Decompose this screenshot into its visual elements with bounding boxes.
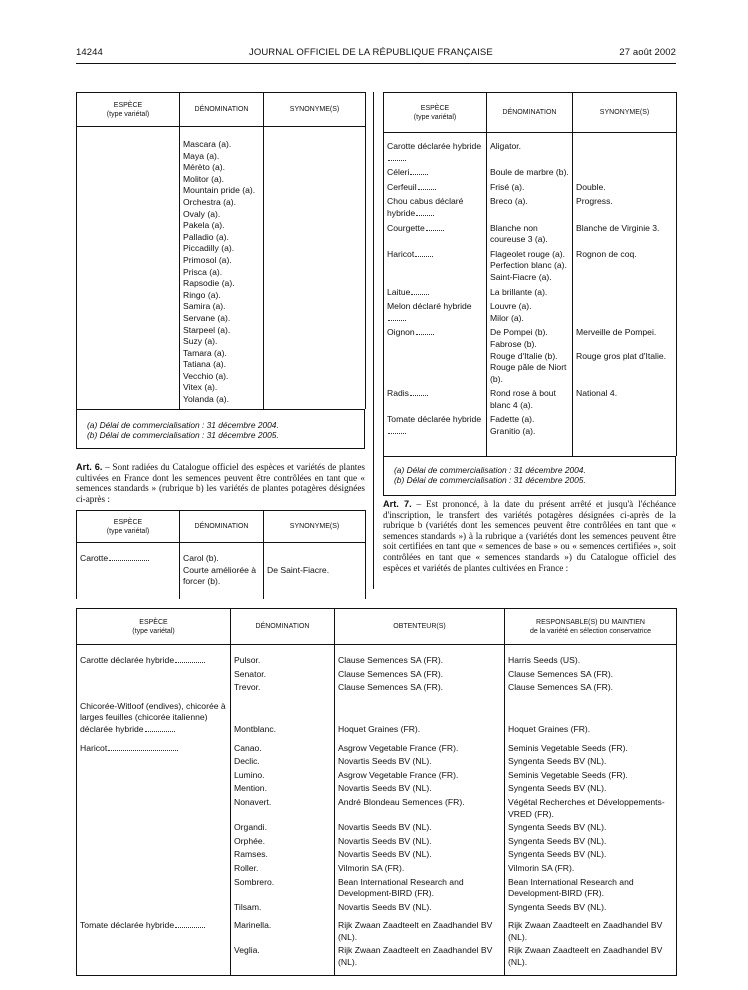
denomination-item: Boule de marbre (b). — [490, 167, 569, 178]
species-cell: Carotte déclarée hybride — [77, 645, 231, 667]
table1 — [76, 92, 366, 409]
maintainer-cell: Harris Seeds (US). — [505, 645, 677, 667]
denomination-cell: Tilsam. — [231, 900, 335, 914]
maintainer-cell: Syngenta Seeds BV (NL). — [505, 900, 677, 914]
denomination-cell: Sombrero. — [231, 875, 335, 900]
table-row — [384, 246, 677, 284]
maintainer-cell: Clause Semences SA (FR). — [505, 680, 677, 694]
species-cell — [77, 795, 231, 820]
denomination-item: Vecchio (a). — [183, 370, 229, 381]
denomination-cell: Roller. — [231, 861, 335, 875]
species-cell: Haricot — [384, 246, 487, 284]
denomination-cell — [487, 164, 573, 179]
denomination-item: Starpeel (a). — [183, 324, 231, 335]
maintainer-cell: Clause Semences SA (FR). — [505, 667, 677, 681]
species-cell — [77, 847, 231, 861]
table-row — [77, 861, 677, 875]
denomination-item: Mascara (a). — [183, 139, 232, 149]
maintainer-cell: Syngenta Seeds BV (NL). — [505, 781, 677, 795]
note-a: (a) Délai de commercialisation : 31 décembre 2004. — [394, 464, 586, 475]
species-cell — [77, 768, 231, 782]
denomination-item: Mérèto (a). — [183, 162, 226, 173]
denomination-cell — [487, 133, 573, 165]
breeder-cell: Clause Semences SA (FR). — [335, 667, 505, 681]
header-denomination: DÉNOMINATION — [231, 609, 335, 645]
denomination-cell: Veglia. — [231, 943, 335, 975]
breeder-cell: Bean International Research and Development-BIRD (FR). — [335, 875, 505, 900]
synonym-item — [576, 260, 673, 272]
table-row — [384, 284, 677, 299]
denomination-item: Servane (a). — [183, 312, 231, 323]
breeder-cell: Clause Semences SA (FR). — [335, 680, 505, 694]
denomination-item: Molitor (a). — [183, 173, 225, 184]
maintainer-cell: Syngenta Seeds BV (NL). — [505, 820, 677, 834]
table-row — [77, 900, 677, 914]
breeder-cell: Novartis Seeds BV (NL). — [335, 754, 505, 768]
maintainer-cell: Seminis Vegetable Seeds (FR). — [505, 768, 677, 782]
synonym-item: National 4. — [576, 388, 618, 399]
maintainer-cell: Syngenta Seeds BV (NL). — [505, 847, 677, 861]
synonym-cell — [573, 385, 677, 411]
table-row — [77, 781, 677, 795]
maintainer-cell: Végétal Recherches et Développements-VRED (FR). — [505, 795, 677, 820]
denomination-list — [180, 127, 264, 410]
denomination-cell: Marinella. — [231, 913, 335, 943]
synonym-cell — [573, 411, 677, 455]
table-row — [77, 943, 677, 975]
header-breeders: OBTENTEUR(S) — [335, 609, 505, 645]
species-cell — [77, 820, 231, 834]
denomination-item: Mountain pride (a). — [183, 185, 256, 196]
denomination-cell: Orphée. — [231, 834, 335, 848]
species-cell: Laitue — [384, 284, 487, 299]
table-right-varieties — [383, 92, 676, 496]
breeder-cell: Novartis Seeds BV (NL). — [335, 781, 505, 795]
synonym-item: Rouge gros plat d'Italie. — [576, 350, 667, 361]
table-row — [77, 645, 677, 667]
breeder-cell: Clause Semences SA (FR). — [335, 645, 505, 667]
denomination-item: Rond rose à bout blanc 4 (a). — [490, 388, 556, 410]
synonym-cell — [573, 324, 677, 385]
denomination-cell: Carol (b). Courte améliorée à forcer (b). — [180, 543, 264, 600]
denomination-cell: Mention. — [231, 781, 335, 795]
table-struck-varieties — [76, 510, 365, 599]
denomination-item: Rouge pâle de Niort (b). — [490, 362, 567, 384]
page-number: 14244 — [76, 47, 103, 58]
denomination-item: Palladio (a). — [183, 231, 229, 242]
denomination-item: Vitex (a). — [183, 382, 218, 393]
synonym-item — [576, 313, 673, 325]
species-cell — [77, 861, 231, 875]
table1-notes — [76, 409, 365, 449]
synonym-cell — [573, 193, 677, 219]
table-row — [77, 875, 677, 900]
denomination-item: Rouge d'Italie (b). — [490, 350, 558, 361]
denomination-cell — [487, 193, 573, 219]
species-cell — [77, 667, 231, 681]
denomination-cell: Senator. — [231, 667, 335, 681]
denomination-cell: Canao. — [231, 736, 335, 755]
maintainer-cell: Syngenta Seeds BV (NL). — [505, 834, 677, 848]
table-row — [384, 298, 677, 324]
species-cell: Carotte — [77, 543, 180, 600]
breeder-cell: Asgrow Vegetable France (FR). — [335, 768, 505, 782]
table-row — [77, 768, 677, 782]
denomination-cell — [487, 298, 573, 324]
synonym-item — [576, 426, 673, 438]
journal-title: JOURNAL OFFICIEL DE LA RÉPUBLIQUE FRANÇAISE — [249, 47, 493, 58]
synonym-item — [576, 339, 673, 351]
table-transferred-varieties — [76, 608, 676, 976]
denomination-item: Tamara (a). — [183, 347, 227, 358]
table-row — [384, 411, 677, 455]
denomination-item: Granitio (a). — [490, 426, 536, 437]
table-row — [77, 754, 677, 768]
maintainer-cell: Seminis Vegetable Seeds (FR). — [505, 736, 677, 755]
denomination-item: Fadette (a). — [490, 414, 535, 425]
synonym-item — [576, 301, 673, 313]
header-synonyms: SYNONYME(S) — [264, 93, 366, 127]
species-cell: Cerfeuil — [384, 179, 487, 194]
table-row — [384, 193, 677, 219]
species-cell: Céleri — [384, 164, 487, 179]
table-row — [384, 385, 677, 411]
synonym-cell — [573, 246, 677, 284]
denomination-item: Saint-Fiacre (a). — [490, 271, 552, 282]
synonym-item: Blanche de Virginie 3. — [576, 222, 660, 233]
synonym-cell — [573, 179, 677, 194]
synonym-item: Double. — [576, 181, 606, 192]
denomination-item: Milor (a). — [490, 312, 524, 323]
maintainer-cell: Hoquet Graines (FR). — [505, 694, 677, 736]
table-row — [77, 680, 677, 694]
denomination-cell: Ramses. — [231, 847, 335, 861]
breeder-cell: Hoquet Graines (FR). — [335, 694, 505, 736]
maintainer-cell: Rijk Zwaan Zaadteelt en Zaadhandel BV (NL). — [505, 913, 677, 943]
species-cell — [77, 754, 231, 768]
denomination-item: Aligator. — [490, 141, 522, 151]
denomination-cell: Montblanc. — [231, 694, 335, 736]
denomination-item: Ringo (a). — [183, 289, 221, 300]
synonym-cell: De Saint-Fiacre. — [264, 543, 366, 600]
denomination-item: Breco (a). — [490, 196, 528, 207]
breeder-cell: Novartis Seeds BV (NL). — [335, 900, 505, 914]
header-synonyms: SYNONYME(S) — [264, 511, 366, 543]
denomination-item: Pakela (a). — [183, 220, 225, 231]
synonym-item: Progress. — [576, 196, 613, 207]
note-b: (b) Délai de commercialisation : 31 décembre 2005. — [394, 474, 586, 485]
synonym-item: Rognon de coq. — [576, 248, 637, 259]
maintainer-cell: Syngenta Seeds BV (NL). — [505, 754, 677, 768]
denomination-item: Samira (a). — [183, 301, 226, 312]
denomination-cell: Lumino. — [231, 768, 335, 782]
denomination-item: De Pompei (b). — [490, 327, 548, 338]
species-cell — [77, 900, 231, 914]
breeder-cell: Novartis Seeds BV (NL). — [335, 834, 505, 848]
note-b: (b) Délai de commercialisation : 31 décembre 2005. — [87, 430, 279, 440]
species-cell: Tomate déclarée hybride — [77, 913, 231, 943]
article-6: Art. 6. – Sont radiées du Catalogue officiel des espèces et variétés de plantes cultivées en France dont les semences peuvent être contrôlées en tant que « semences standards » (rubrique b) les variétés de plantes potagères désignées ci-après : — [76, 462, 365, 504]
table-row — [77, 736, 677, 755]
synonym-cell — [573, 164, 677, 179]
header-denomination: DÉNOMINATION — [180, 511, 264, 543]
denomination-cell — [487, 179, 573, 194]
species-cell: Courgette — [384, 220, 487, 246]
header-denomination: DÉNOMINATION — [487, 93, 573, 133]
denomination-cell: Nonavert. — [231, 795, 335, 820]
breeder-cell: Rijk Zwaan Zaadteelt en Zaadhandel BV (NL). — [335, 913, 505, 943]
denomination-item: Perfection blanc (a). — [490, 260, 567, 271]
table-row — [384, 179, 677, 194]
synonym-cell — [573, 220, 677, 246]
species-cell — [77, 781, 231, 795]
note-a: (a) Délai de commercialisation : 31 décembre 2004. — [87, 420, 279, 430]
denomination-item: Rapsodie (a). — [183, 278, 235, 289]
article-7: Art. 7. – Est prononcé, à la date du présent arrêté et jusqu'à l'échéance d'inscription, le transfert des variétés potagères désignées ci-après de la rubrique b (variétés dont les semences peuvent être contrôlées en tant que « semences standards ») à la rubrique a (variétés dont les semences peuvent être soit certifiées en tant que « semences de base » ou « semences certifiées », soit contrôlées en tant que « semences standards ») du Catalogue officiel des espèces et variétés de plantes cultivées en France : — [383, 499, 676, 573]
synonym-item — [576, 362, 673, 374]
table3 — [76, 510, 366, 599]
table2 — [383, 92, 677, 456]
denomination-item: Suzy (a). — [183, 336, 218, 347]
species-cell — [77, 875, 231, 900]
synonym-item: Merveille de Pompei. — [576, 327, 657, 338]
synonym-item — [576, 141, 673, 153]
denomination-item: La brillante (a). — [490, 286, 548, 297]
species-cell: Haricot — [77, 736, 231, 755]
denomination-cell — [487, 385, 573, 411]
header-species: ESPÈCE (type variétal) — [77, 511, 180, 543]
maintainer-cell: Vilmorin SA (FR). — [505, 861, 677, 875]
synonym-item — [576, 167, 673, 179]
header-synonyms: SYNONYME(S) — [573, 93, 677, 133]
denomination-cell — [487, 246, 573, 284]
table-row — [77, 820, 677, 834]
maintainer-cell: Rijk Zwaan Zaadteelt en Zaadhandel BV (NL). — [505, 943, 677, 975]
species-cell — [77, 834, 231, 848]
table-row — [77, 913, 677, 943]
synonym-item — [576, 414, 673, 426]
header-species: ESPÈCE (type variétal) — [77, 609, 231, 645]
species-cell: Chou cabus déclaré hybride — [384, 193, 487, 219]
breeder-cell: André Blondeau Semences (FR). — [335, 795, 505, 820]
denomination-cell — [487, 220, 573, 246]
denomination-cell — [487, 324, 573, 385]
table-row — [77, 667, 677, 681]
column-separator — [373, 92, 374, 589]
denomination-item: Prisca (a). — [183, 266, 223, 277]
table-row — [77, 834, 677, 848]
denomination-item: Tatiana (a). — [183, 359, 226, 370]
denomination-cell — [487, 284, 573, 299]
denomination-item: Louvre (a). — [490, 301, 532, 312]
header-maintainers: RESPONSABLE(S) DU MAINTIEN de la variété en sélection conservatrice — [505, 609, 677, 645]
denomination-cell: Organdi. — [231, 820, 335, 834]
denomination-cell — [487, 411, 573, 455]
denomination-item: Maya (a). — [183, 150, 220, 161]
table-row — [384, 220, 677, 246]
synonym-cell — [573, 284, 677, 299]
denomination-cell: Trevor. — [231, 680, 335, 694]
denomination-item: Piccadilly (a). — [183, 243, 235, 254]
denomination-item: Blanche non coureuse 3 (a). — [490, 222, 548, 245]
denomination-cell: Declic. — [231, 754, 335, 768]
breeder-cell: Novartis Seeds BV (NL). — [335, 847, 505, 861]
table-row — [77, 795, 677, 820]
denomination-item: Primosol (a). — [183, 254, 232, 265]
species-cell: Oignon — [384, 324, 487, 385]
table-row — [77, 847, 677, 861]
breeder-cell: Rijk Zwaan Zaadteelt en Zaadhandel BV (NL). — [335, 943, 505, 975]
species-cell: Melon déclaré hybride — [384, 298, 487, 324]
breeder-cell: Novartis Seeds BV (NL). — [335, 820, 505, 834]
synonym-item — [576, 272, 673, 284]
denomination-item: Frisé (a). — [490, 181, 525, 192]
breeder-cell: Vilmorin SA (FR). — [335, 861, 505, 875]
table4 — [76, 608, 677, 976]
synonym-cell — [573, 298, 677, 324]
header-species: ESPÈCE (type variétal) — [77, 93, 180, 127]
header-denomination: DÉNOMINATION — [180, 93, 264, 127]
table-row — [384, 133, 677, 165]
page-header — [76, 47, 676, 61]
species-cell — [77, 943, 231, 975]
page-date: 27 août 2002 — [619, 47, 676, 58]
synonym-item — [576, 287, 673, 299]
species-cell: Radis — [384, 385, 487, 411]
table-continued-varieties — [76, 92, 365, 449]
species-cell: Carotte déclarée hybride — [384, 133, 487, 165]
denomination-item: Fabrose (b). — [490, 338, 537, 349]
table2-notes — [383, 456, 676, 496]
header-species: ESPÈCE (type variétal) — [384, 93, 487, 133]
denomination-item: Flageolet rouge (a). — [490, 248, 565, 259]
species-cell: Tomate déclarée hybride — [384, 411, 487, 455]
header-rule — [76, 63, 676, 64]
denomination-item: Orchestra (a). — [183, 196, 237, 207]
synonym-cell — [573, 133, 677, 165]
table-row — [77, 694, 677, 736]
species-cell: Chicorée-Witloof (endives), chicorée à larges feuilles (chicorée italienne) déclarée hybride — [77, 694, 231, 736]
maintainer-cell: Bean International Research and Development-BIRD (FR). — [505, 875, 677, 900]
breeder-cell: Asgrow Vegetable France (FR). — [335, 736, 505, 755]
table-row — [384, 164, 677, 179]
denomination-cell: Pulsor. — [231, 645, 335, 667]
table-row — [384, 324, 677, 385]
denomination-item: Yolanda (a). — [183, 394, 230, 405]
species-cell — [77, 680, 231, 694]
denomination-item: Ovaly (a). — [183, 208, 221, 219]
